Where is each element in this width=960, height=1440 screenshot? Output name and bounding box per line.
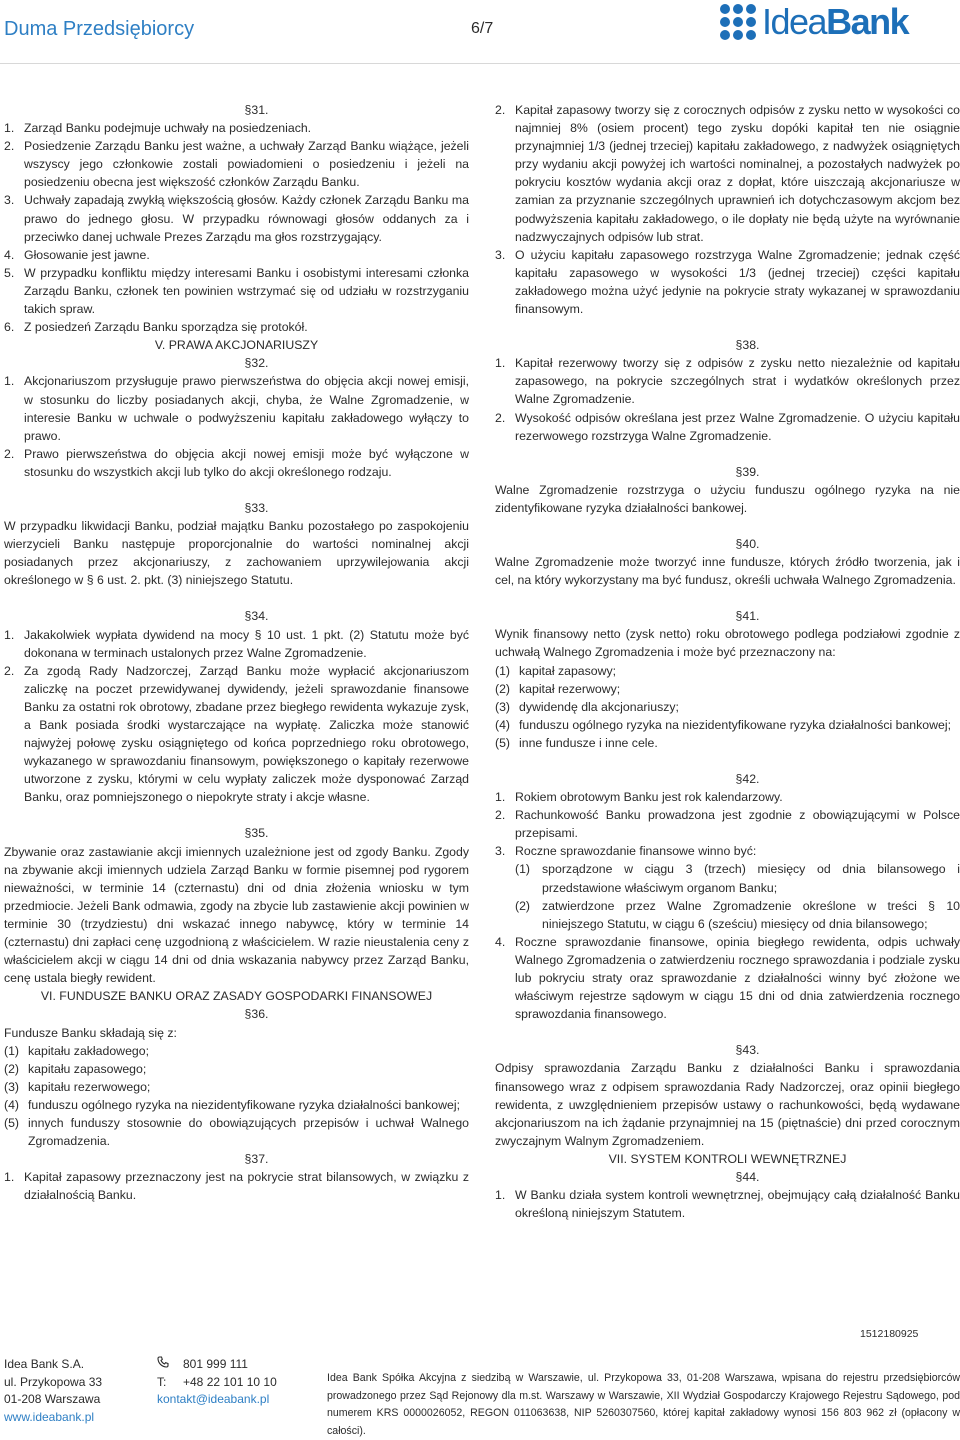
list-item-text: Prawo pierwszeństwa do objęcia akcji nowej emisji może być wyłączone w stosunku do wszystkich akcji lub tylko do akcji określonego rodzaju.	[24, 446, 469, 479]
list-item-text: inne fundusze i inne cele.	[519, 735, 658, 750]
list-item	[495, 734, 960, 752]
section-34-list	[4, 626, 469, 807]
section-heading-38: §38.	[735, 338, 760, 353]
list-item	[495, 788, 960, 806]
section-heading-39: §39.	[735, 464, 760, 479]
list-item	[495, 860, 960, 896]
section-42-list	[495, 788, 960, 860]
section-heading-44: §44.	[735, 1169, 760, 1184]
tel-label: T:	[157, 1374, 167, 1389]
list-item-text: Uchwały zapadają zwykłą większością głosów. Każdy członek Zarządu Banku ma prawo do jednego głosu. W przypadku równowagi głosów oddanych za i przeciwko danej uchwale Prezes Zarządu ma głos rozstrzygający.	[24, 193, 469, 244]
list-item	[495, 698, 960, 716]
section-heading-34: §34.	[244, 609, 269, 624]
section-37-list-left	[4, 1168, 469, 1204]
page-footer	[0, 1320, 960, 1437]
list-item	[495, 842, 960, 860]
list-item-text: Kapitał zapasowy przeznaczony jest na pokrycie strat bilansowych, w związku z działalnością Banku.	[24, 1170, 469, 1203]
footer-address	[4, 1356, 102, 1426]
list-item-text: funduszu ogólnego ryzyka na niezidentyfikowane ryzyka działalności bankowej;	[519, 717, 952, 732]
list-item-text: kapitału zapasowego;	[28, 1061, 147, 1076]
list-item-number: (2)	[515, 898, 531, 913]
list-item-number: 2.	[4, 446, 15, 461]
list-item-text: O użyciu kapitału zapasowego rozstrzyga Walne Zgromadzenie; jednak część kapitału zapasowego w wysokości 1/3 (jednej trzeciej) części kapitału zakładowego można użyć jedynie na pokrycie straty wykazanej w sprawozdaniu finansowym.	[515, 247, 960, 317]
list-item-number: 1.	[4, 1170, 15, 1185]
list-item	[495, 716, 960, 734]
list-item-text: dywidendę dla akcjonariuszy;	[519, 699, 679, 714]
page-header	[0, 0, 960, 64]
list-item-number: (4)	[4, 1097, 20, 1112]
section-32-list	[4, 372, 469, 481]
section-40-text: Walne Zgromadzenie może tworzyć inne fundusze, których źródło tworzenia, jak i cel, na który wykorzystany ma być fundusz, określi uchwała Walnego Zgromadzenia.	[495, 555, 960, 588]
list-item-number: 1.	[4, 627, 15, 642]
list-item-number: (3)	[4, 1079, 20, 1094]
list-item-number: 1.	[4, 121, 15, 136]
list-item-text: kapitał zapasowy;	[519, 663, 617, 678]
city-address: 01-208 Warszawa	[4, 1392, 101, 1406]
list-item-text: Rokiem obrotowym Banku jest rok kalendarzowy.	[515, 790, 783, 805]
list-item	[4, 1168, 469, 1204]
list-item-text: W Banku działa system kontroli wewnętrznej, obejmujący całą działalność Banku określoną niniejszym Statutem.	[515, 1188, 960, 1221]
section-36-intro: Fundusze Banku składają się z:	[4, 1025, 177, 1040]
section-heading-36: §36.	[244, 1007, 269, 1022]
header-divider	[0, 63, 960, 64]
list-item	[4, 137, 469, 191]
list-item-number: 3.	[495, 844, 506, 859]
list-item-text: Kapitał rezerwowy tworzy się z odpisów z zysku netto niezależnie od kapitału zapasowego, na pokrycie szczególnych strat i wydatków określonych przez Walne Zgromadzenie.	[515, 356, 960, 407]
list-item-number: (1)	[515, 862, 531, 877]
list-item-text: kapitału rezerwowego;	[28, 1079, 151, 1094]
company-name: Idea Bank S.A.	[4, 1357, 85, 1371]
list-item-text: Za zgodą Rady Nadzorczej, Zarząd Banku może wypłacić akcjonariuszom zaliczkę na poczet przewidywanej dywidendy, jeżeli sprawozdanie finansowe Banku za ostatni rok obrotowy, zbadane przez biegłego rewidenta wykazuje zysk, a Bank posiada środki wystarczające na wypłatę. Zaliczka może stanowić najwyżej połowę zysku osiągniętego od końca poprzedniego roku obrotowego, wykazanego w sprawozdaniu finansowym, powiększonego o kapitały rezerwowe utworzone z zysku, którymi w celu wypłaty zaliczek może dysponować Zarząd Banku, oraz pomniejszonego o niepokryte straty i akcje własne.	[24, 663, 469, 805]
idea-bank-logo	[720, 3, 960, 41]
list-item	[495, 680, 960, 698]
list-item-number: 2.	[495, 808, 506, 823]
list-item-text: Zarząd Banku podejmuje uchwały na posiedzeniach.	[24, 121, 312, 136]
list-item-number: 2.	[495, 103, 506, 117]
list-item-text: zatwierdzone przez Walne Zgromadzenie określone w treści § 10 niniejszego Statutu, w ciągu 6 (sześciu) miesięcy od dnia bilansowego;	[542, 898, 960, 931]
section-36-list	[4, 1042, 469, 1151]
list-item-number: 4.	[4, 247, 15, 262]
section-37-list-right	[495, 101, 960, 318]
list-item-text: Posiedzenie Zarządu Banku jest ważne, a uchwały Zarząd Banku wiążące, jeżeli wszyscy jego członkowie zostali powiadomieni o posiedzeniu i jeżeli na posiedzeniu obecna jest większość członków Zarządu Banku.	[24, 139, 469, 190]
section-41-list	[495, 662, 960, 752]
list-item	[4, 626, 469, 662]
list-item-number: 4.	[495, 934, 506, 949]
list-item	[4, 246, 469, 264]
list-item-text: Roczne sprawozdanie finansowe, opinia biegłego rewidenta, odpis uchwały Walnego Zgromadzenia o zatwierdzeniu rocznego sprawozdania i podziale zysku lub pokryciu straty oraz sprawozdanie z działalności winny być złożone we właściwym rejestrze sądowym w ciągu 15 dni od dnia zatwierdzenia rocznego sprawozdania finansowego.	[515, 934, 960, 1022]
chapter-heading-7: VII. SYSTEM KONTROLI WEWNĘTRZNEJ	[608, 1151, 847, 1166]
chapter-heading-5: V. PRAWA AKCJONARIUSZY	[154, 338, 319, 353]
document-title: Duma Przedsiębiorcy	[4, 18, 195, 40]
list-item	[495, 1186, 960, 1222]
list-item-text: Rachunkowość Banku prowadzona jest zgodnie z obowiązującymi w Polsce przepisami.	[515, 808, 960, 841]
list-item	[4, 372, 469, 444]
section-heading-33: §33.	[244, 500, 269, 515]
list-item	[4, 1096, 469, 1114]
list-item	[4, 264, 469, 318]
page-number: 6/7	[471, 20, 494, 37]
list-item-text: innych funduszy stosownie do obowiązujących przepisów i uchwał Walnego Zgromadzenia.	[28, 1115, 469, 1149]
left-column	[4, 101, 469, 1204]
document-code: 1512180925	[860, 1328, 919, 1340]
street-address: ul. Przykopowa 33	[4, 1374, 103, 1389]
list-item	[495, 806, 960, 842]
list-item-number: (4)	[495, 717, 511, 732]
section-heading-41: §41.	[735, 609, 760, 624]
hotline-number[interactable]: 801 999 111	[183, 1357, 248, 1371]
section-heading-31: §31.	[244, 103, 269, 117]
list-item-number: 3.	[4, 193, 15, 208]
chapter-heading-6: VI. FUNDUSZE BANKU ORAZ ZASADY GOSPODARKI FINANSOWEJ	[40, 989, 433, 1004]
list-item-number: (1)	[4, 1043, 20, 1058]
right-column	[495, 101, 960, 1222]
list-item-number: 1.	[495, 1188, 506, 1203]
section-38-list	[495, 354, 960, 444]
section-33-text: W przypadku likwidacji Banku, podział majątku Banku pozostałego po zaspokojeniu wierzycieli Banku następuje proporcjonalnie do wartości nominalnej akcji posiadanych przez akcjonariuszy, z zachowaniem uprzywilejowania akcji określonego w § 6 ust. 2. pkt. (3) niniejszego Statutu.	[4, 519, 469, 588]
list-item	[4, 662, 469, 807]
list-item-number: 1.	[495, 356, 506, 371]
list-item	[4, 191, 469, 245]
list-item	[495, 409, 960, 445]
section-heading-42: §42.	[735, 772, 760, 786]
logo-dots-icon	[720, 4, 756, 40]
footer-contact	[157, 1356, 277, 1409]
logo-wordmark: IdeaBank	[762, 1, 909, 42]
list-item-text: W przypadku konfliktu między interesami Banku i osobistymi interesami członka Zarządu Banku, członek ten powinien wstrzymać się od udziału w rozstrzyganiu takich spraw.	[24, 265, 469, 317]
list-item	[495, 101, 960, 246]
list-item-text: Wysokość odpisów określana jest przez Walne Zgromadzenie. O użyciu kapitału rezerwowego rozstrzyga Walne Zgromadzenie.	[515, 410, 960, 443]
section-42-list-b	[495, 933, 960, 1023]
list-item-number: 1.	[495, 790, 506, 805]
list-item-text: Roczne sprawozdanie finansowe winno być:	[515, 844, 757, 859]
list-item	[4, 1042, 469, 1060]
list-item	[4, 119, 469, 137]
list-item	[4, 318, 469, 336]
section-44-list	[495, 1186, 960, 1222]
section-39-text: Walne Zgromadzenie rozstrzyga o użyciu funduszu ogólnego ryzyka na nie zidentyfikowane ryzyka działalności bankowej.	[495, 482, 960, 515]
section-42-sublist	[495, 860, 960, 932]
list-item-text: Głosowanie jest jawne.	[24, 247, 150, 262]
list-item	[495, 897, 960, 933]
list-item	[4, 1114, 469, 1150]
list-item	[495, 246, 960, 318]
list-item-number: 3.	[495, 247, 506, 262]
list-item-number: (1)	[495, 663, 511, 678]
legal-notice: Idea Bank Spółka Akcyjna z siedzibą w Warszawie, ul. Przykopowa 33, 01-208 Warszawa, wpisana do rejestru przedsiębiorców prowadzonego przez Sąd Rejonowy dla m.st. Warszawy w Warszawie, XII Wydział Gospodarczy Krajowego Rejestru Sądowego, pod numerem KRS 0000026052, REGON 011063638, NIP 5260307560, której kapitał zakładowy wynosi 156 803 962 zł (opłacony w całości).	[327, 1372, 960, 1437]
list-item	[4, 1078, 469, 1096]
list-item	[495, 354, 960, 408]
section-heading-40: §40.	[735, 536, 760, 551]
list-item-text: Akcjonariuszom przysługuje prawo pierwszeństwa do objęcia akcji nowej emisji, w stosunku do liczby posiadanych akcji, chyba, że Walne Zgromadzenie, w interesie Banku w uchwale o podwyższeniu kapitału zakładowego wyłączy to prawo.	[24, 374, 469, 443]
list-item-number: 2.	[495, 410, 506, 425]
email-link[interactable]: kontakt@ideabank.pl	[157, 1392, 270, 1406]
list-item-text: Z posiedzeń Zarządu Banku sporządza się protokół.	[24, 320, 308, 335]
list-item-text: sporządzone w ciągu 3 (trzech) miesięcy od dnia bilansowego i przedstawione właściwym organom Banku;	[542, 862, 960, 895]
list-item-number: 2.	[4, 663, 15, 678]
section-31-list	[4, 119, 469, 336]
tel-number[interactable]: +48 22 101 10 10	[183, 1374, 277, 1389]
section-heading-32: §32.	[244, 356, 269, 371]
list-item	[4, 445, 469, 481]
list-item	[495, 933, 960, 1023]
section-43-text: Odpisy sprawozdania Zarządu Banku z działalności Banku i sprawozdania finansowego wraz z odpisem sprawozdania Rady Nadzorczej, oraz opinii biegłego rewidenta, z uwzględnieniem przepisów ustawy o rachunkowości, będą wydawane akcjonariuszom na ich żądanie przynajmniej na 15 (piętnaście) dni przed corocznym zwyczajnym Walnym Zgromadzeniem.	[495, 1061, 960, 1148]
list-item-text: Jakakolwiek wypłata dywidend na mocy § 10 ust. 1 pkt. (2) Statutu może być dokonana w terminach ustalonych przez Walne Zgromadzenie.	[24, 627, 469, 660]
list-item-number: 1.	[4, 374, 15, 389]
list-item-text: kapitału zakładowego;	[28, 1043, 149, 1058]
section-heading-43: §43.	[735, 1043, 760, 1058]
list-item-text: Kapitał zapasowy tworzy się z corocznych odpisów z zysku netto w wysokości co najmniej 8% (osiem procent) tego zysku dopóki kapitał ten nie osiągnie przynajmniej 1/3 (jednej trzeciej) kapitału zakładowego, z nadwyżek osiągniętych przy wydaniu akcji powyżej ich wartości nominalnej, a pozostałych nadwyżek po pokryciu kosztów wydania akcji oraz z dopłat, które uiszczają akcjonariusze w zamian za przyznanie szczególnych uprawnień ich dotychczasowym akcjom bez podwyższenia kapitału zakładowego, o ile dopłaty nie będą użyte na wyrównanie nadzwyczajnych odpisów lub strat.	[515, 103, 960, 244]
list-item-number: (2)	[495, 681, 511, 696]
list-item-text: funduszu ogólnego ryzyka na niezidentyfikowane ryzyka działalności bankowej;	[28, 1097, 461, 1112]
section-41-intro: Wynik finansowy netto (zysk netto) roku obrotowego podlega podziałowi zgodnie z uchwałą Walnego Zgromadzenia i może być przeznaczony na:	[495, 627, 960, 660]
list-item-number: (2)	[4, 1061, 20, 1076]
list-item-number: (3)	[495, 699, 511, 714]
section-heading-37: §37.	[244, 1152, 269, 1167]
list-item-number: (5)	[4, 1115, 20, 1130]
website-link[interactable]: www.ideabank.pl	[4, 1409, 95, 1424]
section-35-text: Zbywanie oraz zastawianie akcji imiennych uzależnione jest od zgody Banku. Zgody na zbywanie akcji imiennych udziela Zarząd Banku w formie pisemnej pod rygorem nieważności, w terminie 14 (czternastu) dni od dnia złożenia wniosku w tym przedmiocie. Jeżeli Bank odmawia, zgody na zbycie lub zastawienie akcji powinien w terminie 30 (trzydziestu) dni wskazać innego nabywcę, który w terminie 14 (czternastu) dni zapłaci cenę uzgodnioną z właścicielem. W razie nieustalenia ceny z właścicielem akcji w ciągu 14 dni od dnia wskazania nabywcy przez Zarząd Banku, cenę ustala biegły rewident.	[4, 844, 469, 986]
list-item-number: 2.	[4, 139, 15, 154]
list-item-number: 6.	[4, 320, 15, 335]
list-item-text: kapitał rezerwowy;	[519, 681, 621, 696]
phone-icon	[157, 1356, 183, 1374]
list-item-number: (5)	[495, 735, 511, 750]
list-item	[495, 662, 960, 680]
list-item-number: 5.	[4, 265, 15, 280]
section-heading-35: §35.	[244, 826, 269, 841]
list-item	[4, 1060, 469, 1078]
